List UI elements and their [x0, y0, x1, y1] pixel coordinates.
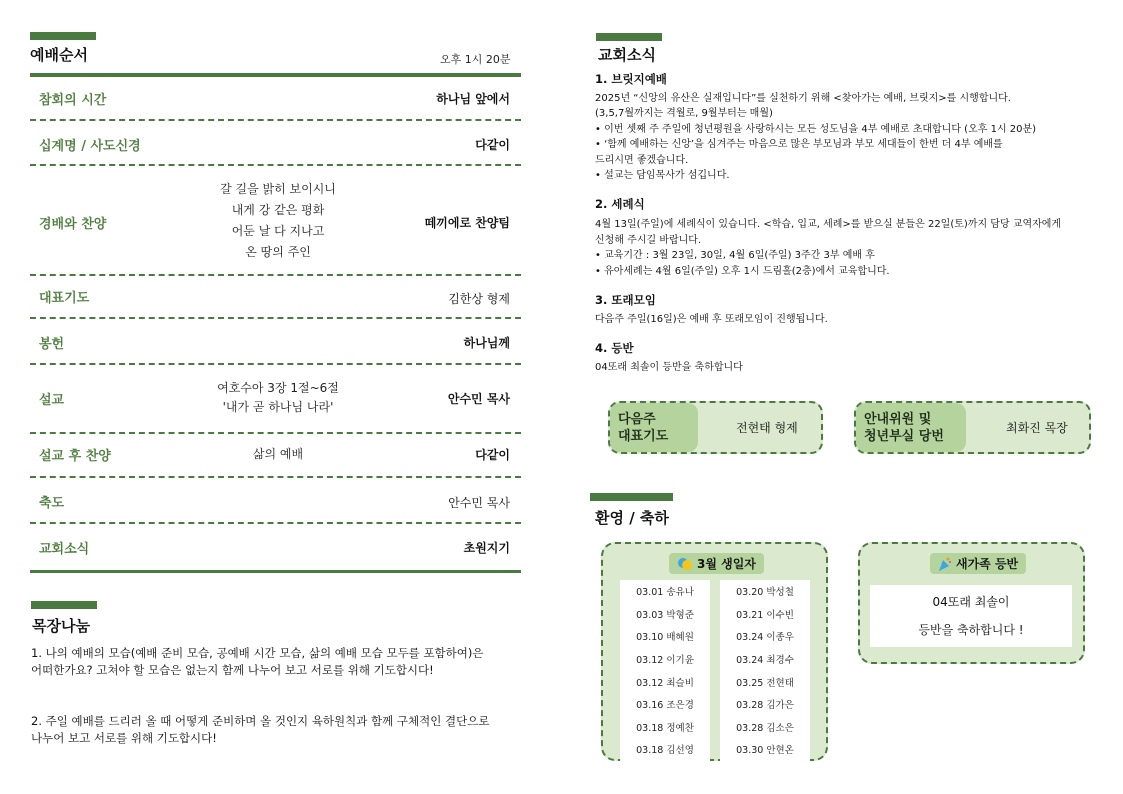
box-tag-line: 안내위원 및 — [864, 411, 932, 427]
new-family-panel — [870, 585, 1072, 647]
birthday-entry: 03.16 조은경 — [636, 700, 694, 712]
news-line: 04또래 최솔이 등반을 축하합니다 — [595, 362, 743, 373]
order-row-label: 설교 후 찬양 — [39, 449, 111, 464]
birthday-entry: 03.12 이기윤 — [636, 655, 694, 667]
box-tag-line: 다음주 — [618, 411, 656, 427]
news-line: • 이번 셋째 주 주일에 청년평원을 사랑하시는 모든 성도님을 4부 예배로 초대합니다 (오후 1시 20분) — [595, 124, 1037, 135]
birthday-list-right — [720, 580, 810, 761]
news-line: 신청해 주시길 바랍니다. — [595, 235, 702, 246]
praise-song: 어둔 날 다 지나고 — [231, 224, 325, 238]
next-week-prayer-box — [608, 401, 823, 454]
divider — [30, 274, 521, 276]
birthday-title-text: 3월 생일자 — [697, 557, 756, 571]
news-heading: 교회소식 — [598, 46, 656, 64]
news-line: 4월 13일(주일)에 세례식이 있습니다. <학습, 입교, 세례>를 받으실 분들은 22일(토)까지 담당 교역자에게 — [595, 219, 1062, 230]
balloon-icon — [677, 556, 693, 572]
divider — [30, 363, 521, 365]
sharing-heading: 목장나눔 — [32, 617, 90, 635]
news-item-title: 4. 등반 — [595, 341, 634, 355]
birthday-entry: 03.28 김소은 — [736, 722, 794, 734]
order-row-label: 십계명 / 사도신경 — [39, 139, 141, 154]
praise-song: 온 땅의 주인 — [245, 245, 311, 259]
order-row-label: 설교 — [39, 393, 65, 408]
birthday-entry: 03.28 김가은 — [736, 700, 794, 712]
order-row-leader: 다같이 — [475, 138, 510, 152]
order-bottom-rule — [30, 570, 521, 573]
box-value: 전현태 형제 — [736, 421, 798, 435]
praise-song: 갈 길을 밝히 보이시니 — [220, 182, 336, 196]
order-heading: 예배순서 — [30, 46, 88, 64]
order-row-label: 대표기도 — [39, 291, 90, 306]
birthday-entry: 03.20 박성철 — [736, 587, 794, 599]
divider — [30, 119, 521, 121]
order-row-leader: 하나님께 — [463, 336, 510, 350]
box-tag — [856, 403, 966, 452]
usher-duty-box — [854, 401, 1091, 454]
sharing-question-1 — [31, 645, 526, 679]
birthday-entry: 03.10 배혜원 — [636, 632, 694, 644]
post-sermon-song: 삶의 예배 — [252, 447, 304, 461]
order-row-leader: 하나님 앞에서 — [436, 92, 510, 106]
order-row-label: 참회의 시간 — [39, 93, 107, 108]
order-row-leader: 안수민 목사 — [448, 496, 510, 510]
welcome-heading: 환영 / 축하 — [595, 509, 669, 527]
welcome-heading-bar — [590, 493, 673, 501]
box-tag-line: 청년부실 당번 — [864, 428, 944, 444]
news-item-title: 2. 세례식 — [595, 197, 645, 211]
order-heading-bar — [30, 32, 96, 40]
box-value: 최화진 목장 — [1006, 421, 1068, 435]
service-time: 오후 1시 20분 — [440, 53, 511, 66]
party-popper-icon — [938, 556, 952, 572]
news-line: 2025년 “신앙의 유산은 실재입니다”를 실천하기 위해 <찾아가는 예배, 브릿지>를 시행합니다. — [595, 93, 1011, 104]
new-family-line: 등반을 축하합니다 ! — [918, 623, 1024, 637]
sharing-question-2 — [31, 713, 526, 747]
birthday-entry: 03.18 정예찬 — [636, 722, 694, 734]
news-line: • ‘함께 예배하는 신앙’을 심겨주는 마음으로 많은 부모님과 부모 세대들이 한번 더 4부 예배를 — [595, 139, 1003, 150]
order-row-leader: 초원지기 — [463, 541, 510, 555]
birthday-entry: 03.25 전현태 — [736, 677, 794, 689]
order-row-leader: 안수민 목사 — [447, 392, 510, 406]
sermon-passage: 여호수아 3장 1절~6절 — [217, 381, 339, 395]
birthday-list-left — [620, 580, 710, 761]
divider — [30, 432, 521, 434]
sermon-info — [160, 379, 396, 417]
news-line: • 유아세례는 4월 6일(주일) 오후 1시 드림홀(2층)에서 교육합니다. — [595, 266, 890, 277]
new-family-line: 04또래 최솔이 — [932, 595, 1010, 609]
new-family-card — [858, 542, 1085, 664]
birthday-entry: 03.18 김선영 — [636, 745, 694, 757]
news-line: 드리시면 좋겠습니다. — [595, 155, 689, 166]
order-top-rule — [30, 73, 521, 77]
news-line: • 설교는 담임목사가 섬깁니다. — [595, 170, 730, 181]
news-line: (3,5,7월까지는 격월로, 9월부터는 매월) — [595, 108, 773, 119]
order-row-label: 경배와 찬양 — [39, 217, 107, 232]
sharing-heading-bar — [31, 601, 97, 609]
news-item-title: 1. 브릿지예배 — [595, 72, 667, 86]
divider — [30, 164, 521, 166]
order-row-label: 봉헌 — [39, 337, 65, 352]
question-line: 1. 나의 예배의 모습(예배 준비 모습, 공예배 시간 모습, 삶의 예배 모습 모두를 포함하여)은 — [31, 646, 484, 660]
box-tag — [610, 403, 698, 452]
birthday-title — [669, 553, 764, 574]
divider — [30, 317, 521, 319]
news-item-title: 3. 또래모임 — [595, 293, 656, 307]
order-row-leader: 떼끼에로 찬양팀 — [424, 216, 510, 230]
birthday-entry: 03.01 송유나 — [636, 587, 694, 599]
order-row-label: 교회소식 — [39, 542, 90, 557]
new-family-title — [930, 553, 1026, 574]
question-line: 어떠한가요? 고쳐야 할 모습은 없는지 함께 나누어 보고 서로를 위해 기도합시다! — [31, 663, 434, 677]
news-line: 다음주 주일(16일)은 예배 후 또래모임이 진행됩니다. — [595, 314, 828, 325]
question-line: 나누어 보고 서로를 위해 기도합시다! — [31, 731, 217, 745]
praise-song-list — [160, 179, 396, 263]
divider — [30, 476, 521, 478]
birthday-entry: 03.21 이수빈 — [736, 609, 794, 621]
birthday-entry: 03.24 최경수 — [736, 655, 794, 667]
order-row-leader: 다같이 — [475, 448, 510, 462]
birthday-entry: 03.03 박형준 — [636, 609, 694, 621]
new-family-title-text: 새가족 등반 — [956, 557, 1019, 571]
divider — [30, 522, 521, 524]
birthday-card — [601, 542, 828, 761]
birthday-entry: 03.24 이종우 — [736, 632, 794, 644]
birthday-entry: 03.30 안현온 — [736, 745, 794, 757]
order-row-leader: 김한상 형제 — [448, 292, 510, 306]
praise-song: 내게 강 같은 평화 — [231, 203, 325, 217]
news-heading-bar — [596, 33, 662, 41]
question-line: 2. 주일 예배를 드리러 올 때 어떻게 준비하며 올 것인지 육하원칙과 함께 구체적인 결단으로 — [31, 714, 490, 728]
sermon-title: '내가 곧 하나님 나라' — [222, 400, 334, 414]
order-row-label: 축도 — [39, 496, 65, 511]
birthday-entry: 03.12 최슬비 — [636, 677, 694, 689]
news-line: • 교육기간 : 3월 23일, 30일, 4월 6일(주일) 3주간 3부 예배 후 — [595, 250, 875, 261]
box-tag-line: 대표기도 — [618, 428, 669, 444]
